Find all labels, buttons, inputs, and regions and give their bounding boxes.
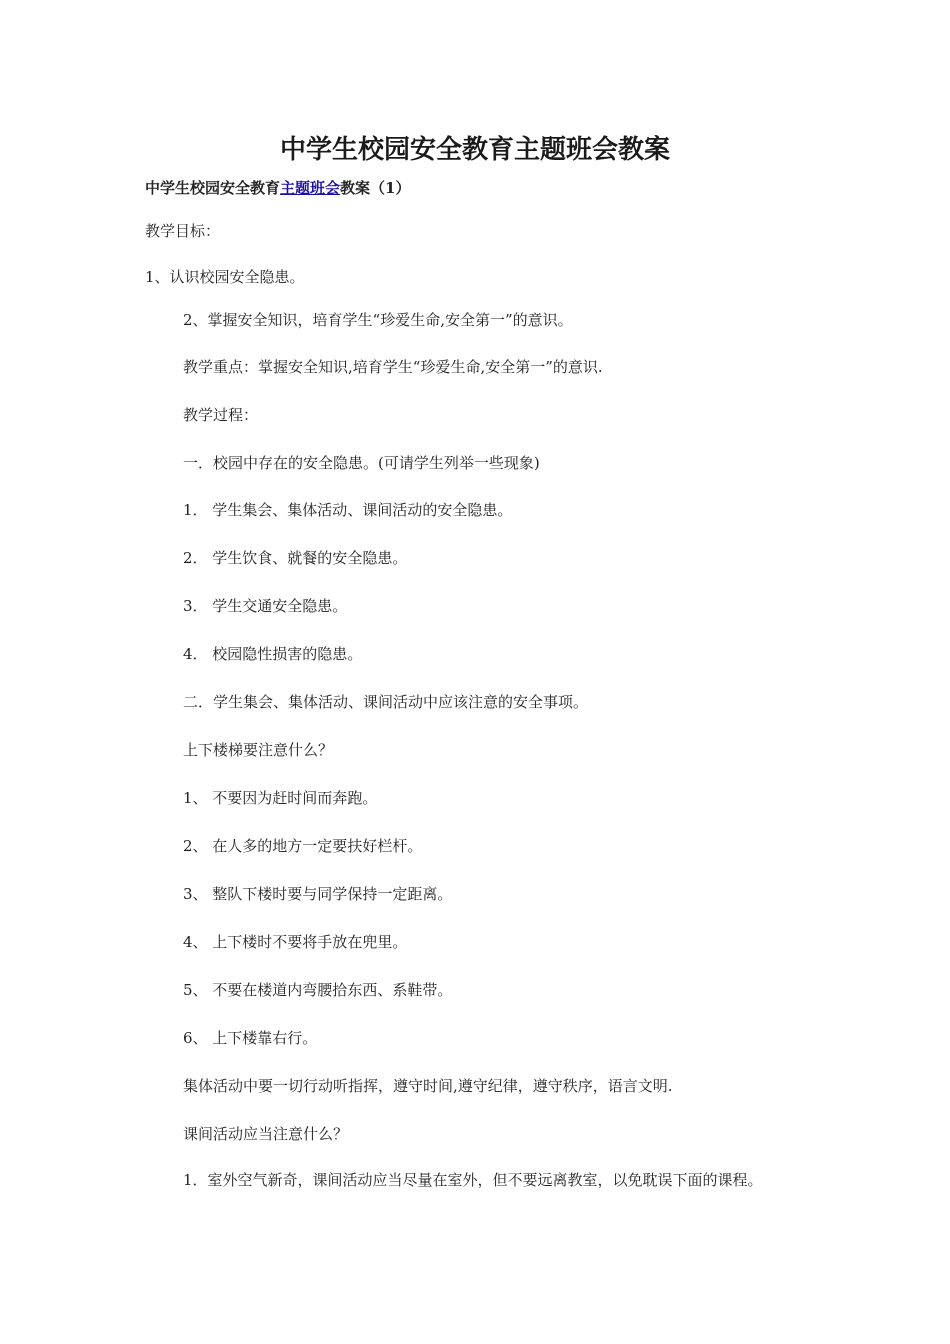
stairs-item-2: 2、 在人多的地方一定要扶好栏杆。 — [183, 837, 423, 855]
stairs-item-6: 6、 上下楼靠右行。 — [183, 1029, 318, 1047]
hazard-item-2: 2． 学生饮食、就餐的安全隐患。 — [183, 549, 408, 567]
stairs-item-3: 3、 整队下楼时要与同学保持一定距离。 — [183, 885, 453, 903]
stairs-item-4: 4、 上下楼时不要将手放在兜里。 — [183, 933, 408, 951]
stairs-item-1: 1、 不要因为赶时间而奔跑。 — [183, 789, 378, 807]
section-heading — [145, 176, 410, 200]
group-activity-paragraph: 集体活动中要一切行动听指挥，遵守时间,遵守纪律，遵守秩序，语言文明. — [183, 1077, 673, 1095]
objectives-label: 教学目标： — [145, 222, 221, 240]
document-title: 中学生校园安全教育主题班会教案 — [279, 135, 670, 165]
section-two-heading: 二．学生集会、集体活动、课间活动中应该注意的安全事项。 — [183, 693, 589, 711]
stairs-item-5: 5、 不要在楼道内弯腰拾东西、系鞋带。 — [183, 981, 453, 999]
stairs-question: 上下楼梯要注意什么？ — [183, 741, 334, 759]
hazard-item-4: 4． 校园隐性损害的隐患。 — [183, 645, 363, 663]
hazard-item-3: 3． 学生交通安全隐患。 — [183, 597, 348, 615]
key-point-paragraph: 教学重点：掌握安全知识,培育学生“珍爱生命,安全第一”的意识. — [183, 358, 603, 376]
hazard-item-1: 1． 学生集会、集体活动、课间活动的安全隐患。 — [183, 501, 513, 519]
objective-item-1: 1、认识校园安全隐患。 — [145, 268, 305, 286]
section-heading-suffix: 教案（1） — [340, 179, 411, 197]
objective-item-2: 2、掌握安全知识，培育学生“珍爱生命,安全第一”的意识。 — [183, 311, 573, 329]
topic-link[interactable]: 主题班会 — [280, 179, 341, 197]
section-heading-prefix: 中学生校园安全教育 — [145, 179, 281, 197]
break-item-1: 1．室外空气新奇，课间活动应当尽量在室外，但不要远离教室，以免耽误下面的课程。 — [183, 1171, 763, 1189]
section-one-heading: 一．校园中存在的安全隐患。(可请学生列举一些现象) — [183, 454, 540, 472]
break-question: 课间活动应当注意什么？ — [183, 1125, 349, 1143]
process-label: 教学过程： — [183, 406, 259, 424]
